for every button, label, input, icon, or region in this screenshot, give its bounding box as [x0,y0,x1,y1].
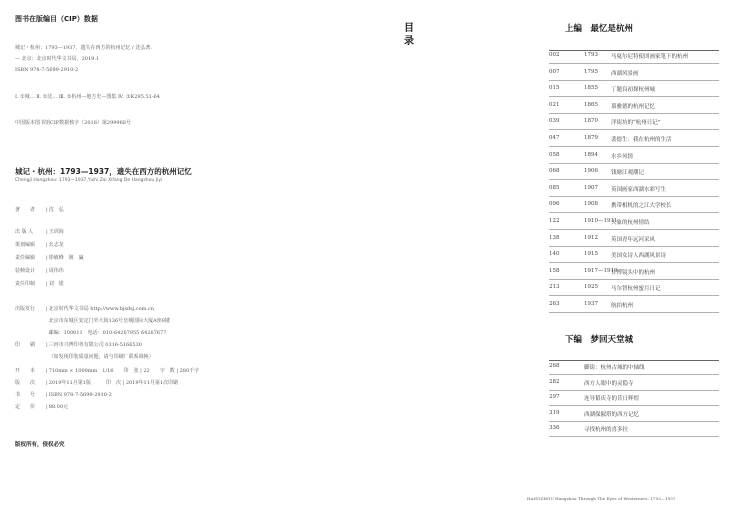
rights-notice: 版权所有，侵权必究 [15,442,65,448]
pub-value: 710mm × 1000mm 1/16 印 张 | 22 字 数 | 280千字 [48,368,200,374]
credit-value: 沈 弘 [48,207,64,213]
toc-entry[interactable] [549,50,719,64]
toc-entry[interactable] [549,133,719,147]
pub-value: （如发现印装质量问题，请与印刷厂联系调换） [48,354,154,360]
toc-year: 1894 [584,151,598,158]
pub-value: 北京时代华文书局 http://www.bjsdsj.com.cn [48,306,154,312]
credit-key: 策划编辑 [15,242,36,248]
toc-entry-title: 西湖风景画 [611,70,639,77]
toc-entry-title: 裴德生：我在杭州的生活 [611,137,672,143]
toc-entry-title: 英国画家西湖水彩写生 [611,186,667,193]
toc-page-number: 039 [549,118,560,125]
toc-row-divider [549,405,719,406]
toc-entry[interactable] [549,408,719,422]
toc-page-number: 085 [549,184,560,191]
toc-entry[interactable] [549,392,719,406]
toc-entry[interactable] [549,166,719,180]
toc-row-divider [549,113,719,114]
toc-page-number: 336 [549,425,560,431]
toc-year: 1870 [584,118,598,125]
credit-publisher: 出 版 人 |王训海 [15,229,64,235]
credit-value: 刘 银 [48,281,64,287]
pub-value: 88.00元 [48,404,69,410]
pub-isbn: 书 号 |ISBN 978-7-5699-2910-2 [15,392,112,398]
toc-entry-title: 美国女诗人西湖风景诗 [611,253,667,260]
toc-row-divider [549,80,719,81]
toc-page-number: 002 [549,52,560,58]
toc-entry-title: 携带相机的之江大学校长 [611,203,672,210]
pub-key: 定 价 [15,404,36,410]
toc-entry[interactable] [549,233,719,247]
cip-line-4: Ⅰ. ①城… Ⅱ. ①沈… Ⅲ. ①杭州—地方史—图集 Ⅳ. ①K295.51-64 [15,94,160,100]
toc-row-divider [549,96,719,97]
toc-year: 1908 [584,201,598,208]
cip-header: 图书在版编目（CIP）数据 [15,15,98,23]
cip-line-1: 城记・杭州：1793—1937，遗失在西方的杭州记忆 / 沈弘著. [15,45,152,51]
toc-entry-title: 钱塘江观潮记 [611,170,645,177]
toc-page-number: 068 [549,168,560,175]
toc-entry[interactable] [549,361,719,375]
cip-line-2: — 北京：北京时代华文书局，2019.1 [15,56,100,62]
credit-designer: 装帧设计 |周伟伟 [15,268,64,274]
toc-row-divider [549,229,719,230]
toc-year: 1917—1919 [584,267,618,274]
pub-price: 定 价 |88.00元 [15,404,69,410]
toc-year: 1906 [584,168,598,175]
pub-distributor: 出版发行 |北京时代华文书局 http://www.bjsdsj.com.cn [15,306,154,312]
toc-page-number: 319 [549,409,560,416]
toc-entry[interactable] [549,299,719,313]
toc-entry-title: 寻找杭州的喜多拉 [584,427,629,433]
toc-entry[interactable] [549,266,719,280]
pub-value: ISBN 978-7-5699-2910-2 [48,392,112,398]
pub-value: 北京市东城区安定门外大街136号皇城国际大厦A座8楼 [48,318,170,324]
toc-entry-title: 英国青年远河采风 [611,236,656,243]
toc-year: 1937 [584,301,598,307]
toc-year: 1915 [584,251,598,258]
toc-entry-title: 航拍杭州 [611,303,634,309]
pub-quality-note [15,353,154,360]
pub-key: 出版发行 [15,306,36,312]
toc-row-divider [549,279,719,280]
toc-row-divider [549,179,719,180]
toc-row-divider [549,212,719,213]
toc-year: 1855 [584,85,598,92]
pub-printer: 印 刷 |三河市兴博印务有限公司 0316-5166530 [15,342,142,348]
toc-entry-title: 西湖保俶塔的西方记忆 [584,411,640,418]
pub-edition: 版 次 |2019年11月第1版 印 次 | 2019年11月第1次印刷 [15,380,179,386]
toc-page-number: 047 [549,135,560,141]
toc-entry-title: 连导韬庆寺的昔日辉煌 [584,396,640,402]
book-pinyin: Chengji Hangzhou: 1793—1937,Yishi Zai Xifang De Hangzhou Jiyi [15,178,163,183]
toc-entry[interactable] [549,100,719,114]
pub-format: 开 本 |710mm × 1000mm 1/16 印 张 | 22 字 数 | 280千字 [15,368,200,374]
credit-key: 责任印制 [15,281,36,287]
toc-entry[interactable] [549,282,719,296]
credit-value: 幺志龙 [48,242,64,248]
toc-page-number: 138 [549,234,560,241]
pub-key: 开 本 [15,368,36,374]
toc-row-divider [549,295,719,296]
toc-year: 1865 [584,101,598,108]
toc-row-divider [549,63,719,64]
toc-page-number: 140 [549,251,560,258]
toc-entry-title: 马戛尔尼特使团画家笔下的杭州 [611,54,689,60]
toc-entry-title: 御街：杭州古城的中轴线 [584,365,645,371]
credit-author: 著 者 |沈 弘 [15,207,64,213]
toc-row-divider [549,163,719,164]
toc-label-top: 目 [404,23,414,34]
toc-page-number: 058 [549,151,560,158]
toc-row-divider [549,390,719,391]
book-title: 城记・杭州：1793—1937，遗失在西方的杭州记忆 [15,167,192,176]
toc-page-number: 158 [549,267,560,274]
toc-entry-title: 洋街坊的“杭州日记” [611,120,661,127]
credit-planning-editor: 策划编辑 |幺志龙 [15,242,64,248]
toc-page-number: 282 [549,378,560,385]
toc-row-divider [549,262,719,263]
pub-key: 书 号 [15,392,36,398]
toc-page-number: 263 [549,301,560,307]
toc-part2-title: 下编 梦回天堂城 [565,335,634,345]
toc-entry[interactable] [549,150,719,164]
pub-value: 邮编：100011 电话：010-64267955 64267677 [48,330,167,336]
toc-entry[interactable] [549,377,719,391]
toc-entry[interactable] [549,183,719,197]
pub-value: 三河市兴博印务有限公司 0316-5166530 [48,342,142,348]
toc-year: 1907 [584,184,598,191]
toc-page-number: 007 [549,68,560,75]
pub-value: 2019年11月第1版 印 次 | 2019年11月第1次印刷 [48,380,179,386]
toc-row-divider [549,436,719,437]
toc-entry[interactable] [549,216,719,230]
toc-entry-title: 水乡风情 [611,153,634,160]
toc-row-divider [549,312,719,313]
credit-responsible-editor: 责任编辑 |徐敏峰 姚 赢 [15,255,84,261]
toc-year: 1910—1911 [584,218,618,224]
toc-year: 1912 [584,234,598,241]
toc-row-divider [549,246,719,247]
credit-key: 责任编辑 [15,255,36,261]
toc-page-number: 122 [549,218,560,224]
pub-postcode [15,329,166,336]
page-footer: HANGZHOU Hangzhou Through The Eyes of Westerners: 1793—1937 [527,496,676,501]
toc-entry-title: 大象的杭州情结 [611,220,650,226]
credit-key: 装帧设计 [15,268,36,274]
toc-row-divider [549,196,719,197]
toc-entry-title: 丁题良初探杭州城 [611,87,656,94]
toc-part1-title: 上编 最忆是杭州 [565,24,634,34]
credit-key: 出 版 人 [15,229,34,235]
toc-year: 1795 [584,68,598,75]
credit-value: 王训海 [48,229,64,235]
toc-entry[interactable] [549,423,719,437]
cip-line-3: ISBN 978-7-5699-2910-2 [15,67,79,73]
toc-year: 1879 [584,135,598,141]
pub-key: 印 刷 [15,342,36,348]
toc-year: 1793 [584,52,598,58]
credit-value: 周伟伟 [48,268,64,274]
toc-year: 1925 [584,284,598,291]
toc-page-number: 297 [549,394,560,400]
toc-label [403,22,415,48]
toc-entry[interactable] [549,199,719,213]
toc-entry[interactable] [549,249,719,263]
toc-page-number: 015 [549,85,560,92]
toc-entry-title: 慕雅德的杭州记忆 [611,103,656,110]
toc-entry-title: 西方人眼中的灵隐寺 [584,380,634,387]
credit-value: 徐敏峰 姚 赢 [48,255,84,261]
toc-entry[interactable] [549,116,719,130]
toc-entry-title: 马尔智杭州蜜月日记 [611,286,661,293]
pub-key: 版 次 [15,380,36,386]
toc-label-bottom: 录 [404,36,414,47]
cip-line-5: 中国版本图书馆CIP数据核字（2018）第299968号 [15,120,131,126]
toc-entry[interactable] [549,67,719,81]
pub-address [15,317,170,324]
credit-print-supervisor: 责任印制 |刘 银 [15,281,64,287]
toc-row-divider [549,146,719,147]
toc-row-divider [549,421,719,422]
toc-page-number: 096 [549,201,560,208]
toc-page-number: 268 [549,363,560,369]
toc-page-number: 213 [549,284,560,291]
toc-entry-title: 甘博镜头中的杭州 [611,269,656,276]
toc-page-number: 021 [549,101,560,108]
credit-key: 著 者 [15,207,36,213]
toc-row-divider [549,374,719,375]
toc-row-divider [549,129,719,130]
toc-entry[interactable] [549,83,719,97]
